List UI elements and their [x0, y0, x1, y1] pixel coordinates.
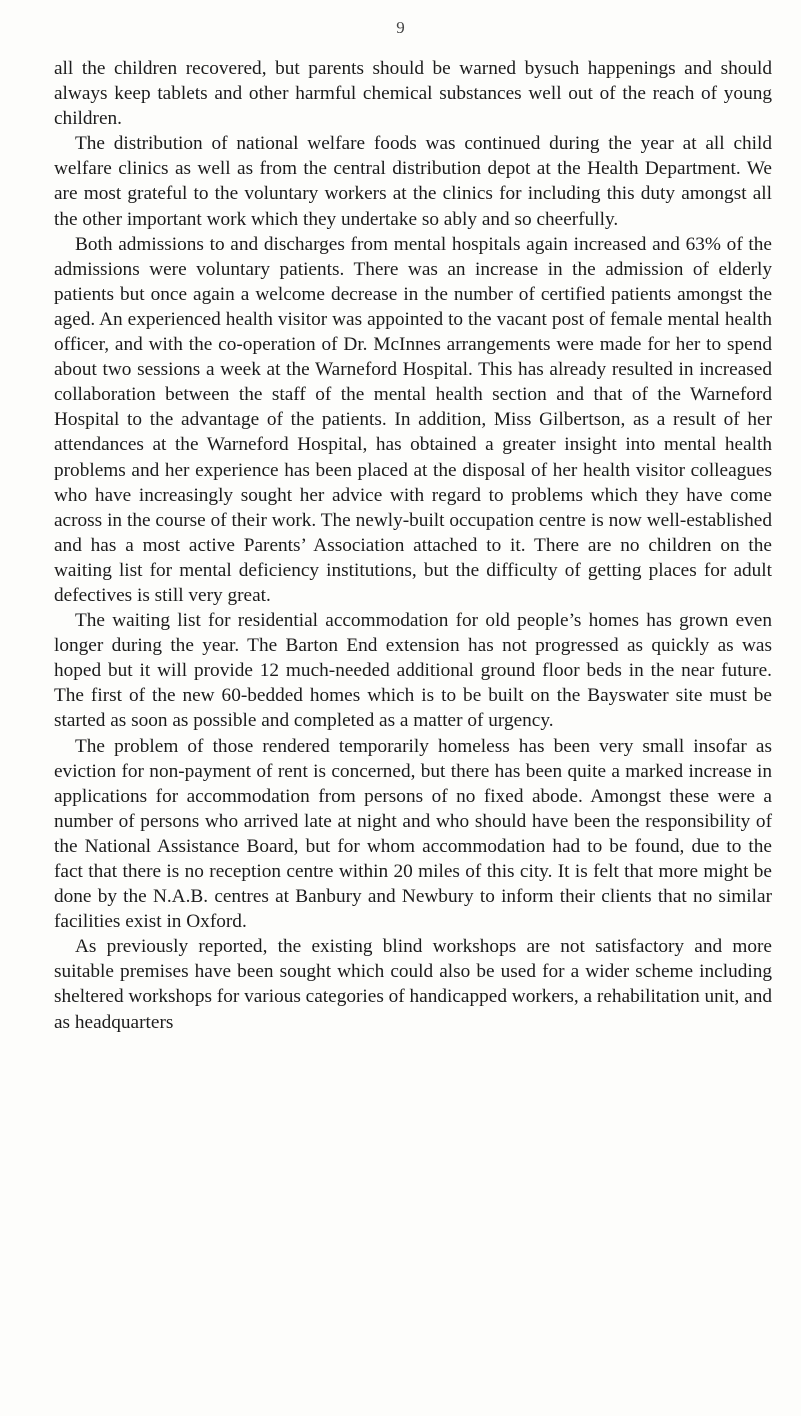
page-number: 9 [396, 18, 405, 37]
paragraph-old-peoples-homes: The waiting list for residential accommodation for old people’s homes has grown even longer during the year. The Barton End extension has not progressed as quickly as was hoped but it will provide 12 much-needed additional ground floor beds in the near future. The first of the new 60-bedded homes which is to be built on the Bayswater site must be started as soon as possible and completed as a matter of urgency. [54, 610, 772, 732]
paragraph-homeless: The problem of those rendered temporarily homeless has been very small insofar as eviction for non-payment of rent is concerned, but there has been quite a marked increase in applications for accommodation from persons of no fixed abode. Amongst these were a number of persons who arrived late at night and who should have been the responsibility of the National Assistance Board, but for whom accommodation had to be found, due to the fact that there is no reception centre within 20 miles of this city. It is felt that more might be done by the N.A.B. centres at Banbury and Newbury to inform their clients that no similar facilities exist in Oxford. [54, 735, 772, 933]
paragraph-blind-workshops: As previously reported, the existing blind workshops are not satisfactory and more suitable premises have been sought which could also be used for a wider scheme including sheltered workshops for various categories of handicapped workers, a rehabilitation unit, and as headquarters [54, 936, 773, 1033]
paragraph-welfare-foods: The distribution of national welfare foods was continued during the year at all child welfare clinics as well as from the central distribution depot at the Health Department. We are most grateful to the voluntary workers at the clinics for including this duty amongst all the other important work which they undertake so ably and so cheerfully. [54, 133, 772, 230]
paragraph-poisoning-continued: all the children recovered, but parents should be warned bysuch happenings and should always keep tablets and other harmful chemical substances well out of the reach of young children. [54, 58, 772, 130]
paragraph-mental-health: Both admissions to and discharges from mental hospitals again increased and 63% of the admissions were voluntary patients. There was an increase in the admission of elderly patients but once again a welcome decrease in the number of certified patients amongst the aged. An experienced health visitor was appointed to the vacant post of female mental health officer, and with the co-operation of Dr. McInnes arrangements were made for her to spend about two sessions a week at the Warneford Hospital. This has already resulted in increased collaboration between the staff of the mental health section and that of the Warneford Hospital to the advantage of the patients. In addition, Miss Gilbertson, as a result of her attendances at the Warneford Hospital, has obtained a greater insight into mental health problems and her experience has been placed at the disposal of her health visitor colleagues who have increasingly sought her advice with regard to problems which they have come across in the course of their work. The newly-built occupation centre is now well-established and has a most active Parents’ Association attached to it. There are no children on the waiting list for mental deficiency institutions, but the difficulty of getting places for adult defectives is still very great. [54, 233, 772, 606]
body-text [54, 56, 772, 1035]
